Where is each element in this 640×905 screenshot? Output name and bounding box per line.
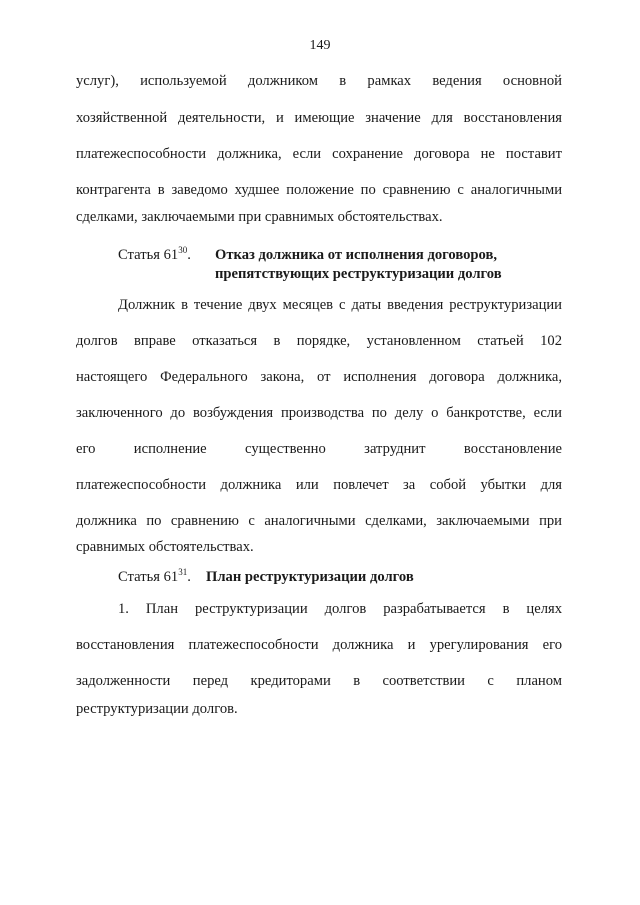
paragraph-line: настоящего Федерального закона, от исполнения договора должника, (76, 369, 562, 385)
paragraph-line: платежеспособности должника, если сохранение договора не поставит (76, 146, 562, 162)
article-title: План реструктуризации долгов (206, 569, 414, 585)
paragraph-line: платежеспособности должника или повлечет за собой убытки для (76, 477, 562, 493)
paragraph-line: Должник в течение двух месяцев с даты введения реструктуризации (118, 297, 562, 313)
article-label: Статья $61^{30}$. (118, 245, 191, 263)
paragraph-line: его исполнение существенно затруднит восстановление (76, 441, 562, 457)
article-superscript: 31 (178, 567, 188, 577)
article-title-line: Отказ должника от исполнения договоров, (215, 247, 498, 263)
paragraph-line: 1. План реструктуризации долгов разрабатывается в целях (118, 601, 562, 617)
page-number: 149 (309, 38, 331, 53)
paragraph-line: сделками, заключаемыми при сравнимых обстоятельствах. (76, 209, 443, 225)
article-heading (118, 568, 558, 588)
paragraph-line: восстановления платежеспособности должника и урегулирования его (76, 637, 562, 653)
paragraph-line: заключенного до возбуждения производства по делу о банкротстве, если (76, 405, 562, 421)
article-label: Статья $61^{31}$. (118, 567, 191, 585)
article-title-line: препятствующих реструктуризации долгов (215, 266, 502, 282)
paragraph-line: сравнимых обстоятельствах. (76, 539, 254, 555)
paragraph-line: услуг), используемой должником в рамках ведения основной (76, 73, 562, 89)
paragraph-line: реструктуризации долгов. (76, 701, 238, 717)
paragraph-line: долгов вправе отказаться в порядке, установленном статьей 102 (76, 333, 562, 349)
paragraph-line: задолженности перед кредиторами в соответствии с планом (76, 673, 562, 689)
paragraph-line: должника по сравнению с аналогичными сделками, заключаемыми при (76, 513, 562, 529)
article-superscript: 30 (178, 245, 188, 255)
paragraph-line: хозяйственной деятельности, и имеющие значение для восстановления (76, 110, 562, 126)
paragraph-line: контрагента в заведомо худшее положение по сравнению с аналогичными (76, 182, 562, 198)
article-heading (118, 246, 558, 286)
